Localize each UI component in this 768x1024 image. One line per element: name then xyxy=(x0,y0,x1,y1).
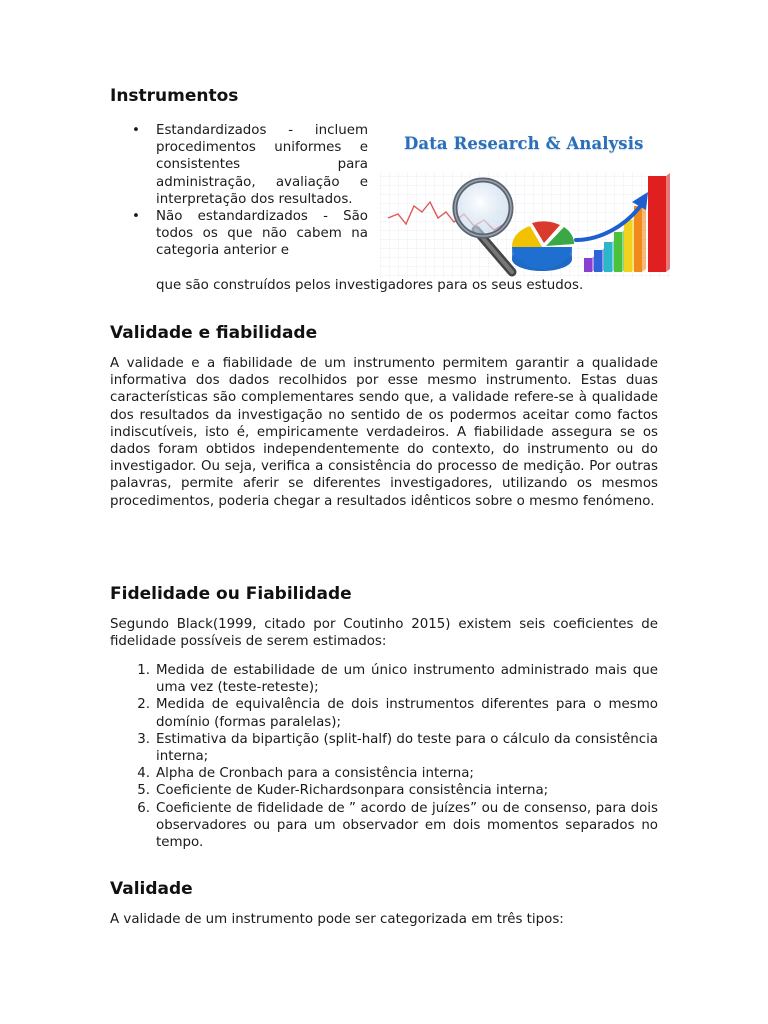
coefficients-list xyxy=(110,662,658,851)
list-item xyxy=(110,662,658,696)
instrument-types-list xyxy=(110,122,368,260)
list-item-text: Estimativa da bipartição (split-half) do teste para o cálculo da consistência interna; xyxy=(156,731,658,765)
list-item-text: Alpha de Cronbach para a consistência interna; xyxy=(156,766,474,782)
figure-title: Data Research & Analysis xyxy=(404,134,644,153)
list-number: 3. xyxy=(137,731,150,747)
list-item: • Não estandardizados - São todos os que não cabem na categoria anterior e xyxy=(110,208,368,260)
list-number: 5. xyxy=(137,783,150,799)
list-item-text: Coeficiente de fidelidade de ” acordo de juízes” ou de consenso, para dois observadores ou para um observador em dois momentos separados no tempo. xyxy=(156,800,658,851)
heading-fidelidade: Fidelidade ou Fiabilidade xyxy=(110,584,352,604)
list-number: 4. xyxy=(137,766,150,782)
list-number: 2. xyxy=(137,697,150,713)
bar xyxy=(648,176,666,272)
fidelidade-intro: Segundo Black(1999, citado por Coutinho 2015) existem seis coeficientes de fidelidade possíveis de serem estimados: xyxy=(110,617,658,650)
bar-side xyxy=(666,173,670,272)
heading-validade-fiabilidade: Validade e fiabilidade xyxy=(110,323,318,343)
data-research-illustration xyxy=(380,122,670,278)
heading-validade: Validade xyxy=(110,879,193,899)
list-item: • Estandardizados - incluem procedimentos uniformes e consistentes para administração, avaliação e interpretação dos resultados. xyxy=(110,122,368,208)
list-number: 1. xyxy=(137,663,150,678)
list-item xyxy=(110,731,658,765)
bullet-continuation: que são construídos pelos investigadores para os seus estudos. xyxy=(156,278,584,293)
bar xyxy=(584,258,592,272)
list-item-text: Medida de equivalência de dois instrumentos diferentes para o mesmo domínio (formas paralelas); xyxy=(156,697,658,730)
bar-side xyxy=(642,203,646,272)
heading-instrumentos: Instrumentos xyxy=(110,86,239,106)
list-item xyxy=(110,782,658,799)
bar xyxy=(634,206,642,272)
bar xyxy=(614,232,622,272)
list-item xyxy=(110,765,658,782)
bar xyxy=(604,242,612,272)
validade-fiabilidade-paragraph: A validade e a fiabilidade de um instrumento permitem garantir a qualidade informativa dos dados recolhidos por esse mesmo instrumento. Estas duas características são complementares sendo que, a validade refere-se à qualidade dos resultados da investigação no sentido de os podermos aceitar como factos indiscutíveis, isto é, empiricamente verdadeiros. A fiabilidade assegura se os dados foram obtidos independentemente do contexto, do instrumento ou do investigador. Ou seja, verifica a consistência do processo de medição. Por outras palavras, permite aferir se diferentes investigadores, utilizando os mesmos procedimentos, poderia chegar a resultados idênticos sobre o mesmo fenómeno. xyxy=(110,356,658,509)
list-item-text: Medida de estabilidade de um único instrumento administrado mais que uma vez (teste-reteste); xyxy=(156,663,658,696)
list-item xyxy=(110,696,658,730)
bar xyxy=(594,250,602,272)
bar xyxy=(624,220,632,272)
list-number: 6. xyxy=(137,800,150,816)
validade-paragraph: A validade de um instrumento pode ser categorizada em três tipos: xyxy=(110,912,564,927)
list-item xyxy=(110,800,658,852)
list-item-text: Coeficiente de Kuder-Richardsonpara consistência interna; xyxy=(156,783,549,799)
